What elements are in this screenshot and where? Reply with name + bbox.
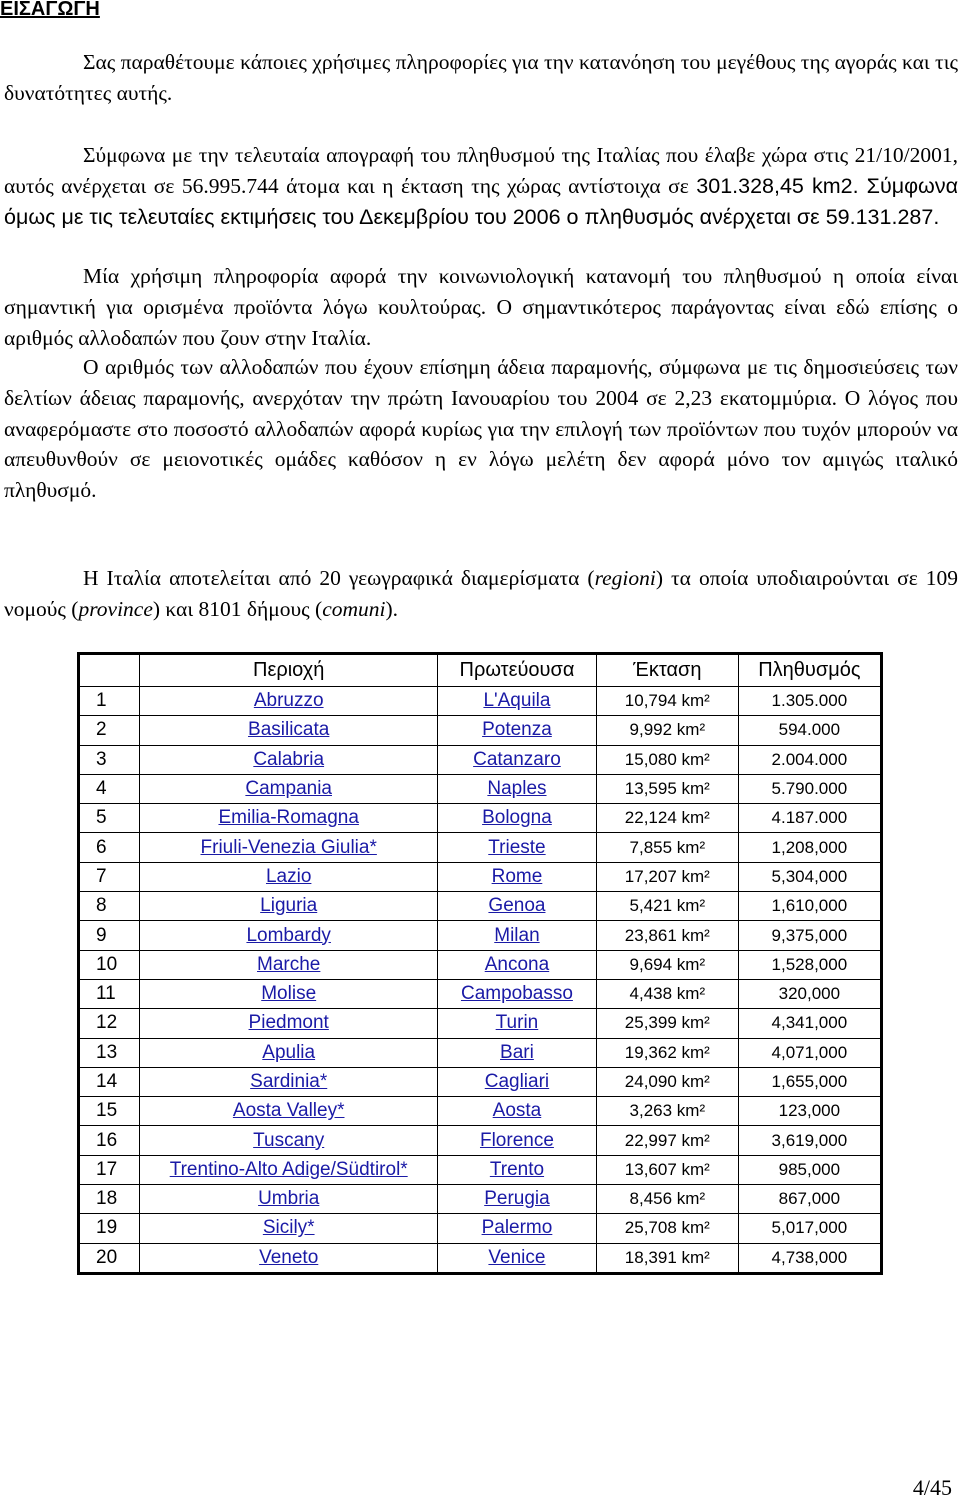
capital-cell [438,1243,597,1273]
num-cell: 1 [79,687,140,716]
pop-cell: 1,655,000 [738,1067,881,1096]
table-row [79,862,882,891]
capital-link[interactable]: Campobasso [460,983,573,1005]
pop-cell: 320,000 [738,979,881,1008]
capital-link[interactable]: Bologna [482,807,552,829]
regions-text-d: ). [385,596,399,621]
capital-cell [438,1097,597,1126]
region-link[interactable]: Veneto [259,1246,319,1268]
num-cell: 17 [79,1155,140,1184]
pop-cell: 4,071,000 [738,1038,881,1067]
census-text: Σύμφωνα με την τελευταία απογραφή του πληθυσμού της Ιταλίας που έλαβε χώρα στις 21/10/2001, αυτός ανέρχεται σε 56.995.744 άτομα και η έκταση της χώρας αντίστοιχα σε [4,143,958,198]
pop-cell: 4,738,000 [738,1243,881,1273]
area-cell: 17,207 km² [596,862,738,891]
region-link[interactable]: Molise [261,983,317,1005]
capital-link[interactable]: Trento [489,1158,545,1180]
regioni-term: regioni [594,566,656,590]
region-cell [140,745,438,774]
capital-link[interactable]: Florence [479,1129,554,1151]
regions-table [77,652,883,1275]
region-cell [140,921,438,950]
region-cell [140,833,438,862]
region-link[interactable]: Tuscany [253,1129,325,1151]
region-link[interactable]: Lazio [265,865,312,887]
num-cell: 11 [79,979,140,1008]
area-cell: 8,456 km² [596,1185,738,1214]
area-cell: 19,362 km² [596,1038,738,1067]
capital-link[interactable]: Catanzaro [473,748,561,770]
area-cell: 9,694 km² [596,950,738,979]
area-cell: 25,708 km² [596,1214,738,1243]
table-row [79,1097,882,1126]
area-value: 301.328,45 km2 [696,173,853,198]
table-row [79,1243,882,1273]
table-row [79,804,882,833]
num-cell: 9 [79,921,140,950]
pop-cell: 985,000 [738,1155,881,1184]
area-cell: 5,421 km² [596,892,738,921]
table-row [79,1126,882,1155]
num-cell: 2 [79,716,140,745]
area-cell: 3,263 km² [596,1097,738,1126]
region-cell [140,892,438,921]
region-link[interactable]: Abruzzo [253,690,324,712]
area-cell: 24,090 km² [596,1067,738,1096]
capital-cell [438,979,597,1008]
capital-cell [438,892,597,921]
pop-cell: 2.004.000 [738,745,881,774]
capital-link[interactable]: Venice [488,1246,546,1268]
region-link[interactable]: Umbria [258,1188,320,1210]
region-cell [140,1038,438,1067]
area-cell: 15,080 km² [596,745,738,774]
regions-text-a: Η Ιταλία αποτελείται από 20 γεωγραφικά διαμερίσματα ( [83,566,595,590]
header-capital: Πρωτεύουσα [438,654,597,687]
area-cell: 25,399 km² [596,1009,738,1038]
table-row [79,687,882,716]
region-link[interactable]: Sardinia* [250,1071,328,1092]
pop-cell: 4,341,000 [738,1009,881,1038]
table-header-row [79,654,882,687]
capital-cell [438,1126,597,1155]
area-cell: 13,607 km² [596,1155,738,1184]
table-body [79,687,882,1274]
table-row [79,1185,882,1214]
area-cell: 13,595 km² [596,774,738,803]
regions-paragraph [4,563,958,625]
pop-cell: 1.305.000 [738,687,881,716]
capital-link[interactable]: Milan [494,924,540,946]
sociology-paragraph: Μία χρήσιμη πληροφορία αφορά την κοινωνιολογική κατανομή του πληθυσμού η οποία είναι σημαντική για ορισμένα προϊόντα λόγω κουλτούρας. Ο σημαντικότερος παράγοντας είναι εδώ επίσης ο αριθμός αλλοδαπών που ζουν στην Ιταλία. [4,264,958,350]
region-cell [140,862,438,891]
region-link[interactable]: Apulia [262,1041,316,1063]
pop-cell: 9,375,000 [738,921,881,950]
table-row [79,833,882,862]
capital-link[interactable]: Naples [487,778,547,800]
num-cell: 7 [79,862,140,891]
capital-link[interactable]: Genoa [488,895,546,917]
pop-cell: 867,000 [738,1185,881,1214]
num-cell: 13 [79,1038,140,1067]
num-cell: 19 [79,1214,140,1243]
num-cell: 5 [79,804,140,833]
header-region: Περιοχή [140,654,438,687]
pop-cell: 594.000 [738,716,881,745]
num-cell: 10 [79,950,140,979]
table-row [79,1214,882,1243]
capital-cell [438,745,597,774]
capital-cell [438,921,597,950]
region-cell [140,687,438,716]
region-link[interactable]: Basilicata [248,719,330,741]
region-cell [140,1243,438,1273]
region-link[interactable]: Trentino-Alto Adige/Südtirol* [169,1158,408,1180]
table-row [79,921,882,950]
num-cell: 4 [79,774,140,803]
province-term: province [78,596,153,621]
num-cell: 3 [79,745,140,774]
capital-cell [438,1155,597,1184]
table-row [79,979,882,1008]
capital-link[interactable]: Cagliari [484,1071,550,1092]
table-row [79,716,882,745]
pop-cell: 1,528,000 [738,950,881,979]
region-cell [140,1214,438,1243]
num-cell: 12 [79,1009,140,1038]
pop-cell: 3,619,000 [738,1126,881,1155]
area-cell: 22,124 km² [596,804,738,833]
region-link[interactable]: Calabria [253,748,325,770]
table-row [79,1038,882,1067]
pop-cell: 4.187.000 [738,804,881,833]
pop-cell: 5.790.000 [738,774,881,803]
capital-link[interactable]: Ancona [484,953,550,975]
header-population: Πληθυσμός [738,654,881,687]
num-cell: 8 [79,892,140,921]
capital-cell [438,774,597,803]
region-link[interactable]: Friuli-Venezia Giulia* [200,836,377,858]
regions-text-c: ) και 8101 δήμους ( [152,596,323,621]
capital-cell [438,804,597,833]
capital-link[interactable]: Perugia [484,1188,550,1210]
capital-cell [438,862,597,891]
region-link[interactable]: Aosta Valley* [232,1100,345,1122]
area-cell: 9,992 km² [596,716,738,745]
table-row [79,745,882,774]
area-cell: 18,391 km² [596,1243,738,1273]
region-cell [140,950,438,979]
table-row [79,892,882,921]
area-cell: 23,861 km² [596,921,738,950]
capital-link[interactable]: Potenza [482,719,552,741]
region-cell [140,716,438,745]
num-cell: 15 [79,1097,140,1126]
page-number: 4/45 [912,1475,952,1500]
region-cell [140,1155,438,1184]
region-link[interactable]: Piedmont [248,1012,329,1034]
table-row [79,1067,882,1096]
region-cell [140,774,438,803]
area-cell: 22,997 km² [596,1126,738,1155]
num-cell: 18 [79,1185,140,1214]
pop-cell: 5,304,000 [738,862,881,891]
capital-cell [438,833,597,862]
region-link[interactable]: Lombardy [246,924,331,946]
num-cell: 16 [79,1126,140,1155]
table-row [79,1155,882,1184]
region-cell [140,1126,438,1155]
area-cell: 10,794 km² [596,687,738,716]
region-cell [140,804,438,833]
table-row [79,950,882,979]
region-link[interactable]: Liguria [260,895,318,917]
num-cell: 14 [79,1067,140,1096]
capital-link[interactable]: Aosta [492,1100,542,1122]
pop-cell: 1,610,000 [738,892,881,921]
capital-cell [438,1185,597,1214]
capital-link[interactable]: Trieste [488,836,546,858]
table-row [79,1009,882,1038]
capital-cell [438,1214,597,1243]
capital-cell [438,950,597,979]
region-cell [140,979,438,1008]
region-cell [140,1185,438,1214]
capital-cell [438,1067,597,1096]
region-link[interactable]: Sicily* [262,1217,315,1239]
capital-link[interactable]: Palermo [481,1217,553,1239]
capital-link[interactable]: L'Aquila [483,690,551,712]
capital-cell [438,716,597,745]
regions-text-b: ) τα οποία υποδιαιρούνται σε 109 νομούς ( [4,566,958,621]
census-paragraph [4,140,958,232]
region-link[interactable]: Marche [257,953,321,975]
capital-link[interactable]: Bari [500,1041,534,1063]
capital-link[interactable]: Turin [495,1012,539,1034]
foreigners-paragraph: Ο αριθμός των αλλοδαπών που έχουν επίσημη άδεια παραμονής, σύμφωνα με τις δημοσιεύσεις των δελτίων άδειας παραμονής, ανερχόταν την πρώτη Ιανουαρίου του 2004 σε 2,23 εκατομμύρια. Ο λόγος που αναφερόμαστε στο ποσοστό αλλοδαπών αφορά κυρίως για την επιλογή των προϊόντων που τυχόν μπορούν να απευθυνθούν σε μειονοτικές ομάδες καθόσον η εν λόγω μελέτη δεν αφορά μόνο τον αμιγώς ιταλικό πληθυσμό. [4,355,958,503]
region-link[interactable]: Emilia-Romagna [218,807,359,829]
section-heading: ΕΙΣΑΓΩΓΗ [0,0,100,20]
num-cell: 20 [79,1243,140,1273]
pop-cell: 1,208,000 [738,833,881,862]
capital-link[interactable]: Rome [491,865,543,887]
region-link[interactable]: Campania [245,778,332,800]
header-number [79,654,140,687]
pop-cell: 123,000 [738,1097,881,1126]
num-cell: 6 [79,833,140,862]
capital-cell [438,1038,597,1067]
region-cell [140,1067,438,1096]
region-cell [140,1097,438,1126]
capital-cell [438,1009,597,1038]
capital-cell [438,687,597,716]
table-row [79,774,882,803]
area-cell: 4,438 km² [596,979,738,1008]
comuni-term: comuni [322,596,386,621]
intro-paragraph: Σας παραθέτουμε κάποιες χρήσιμες πληροφορίες για την κατανόηση του μεγέθους της αγοράς και τις δυνατότητες αυτής. [4,50,958,105]
pop-cell: 5,017,000 [738,1214,881,1243]
area-cell: 7,855 km² [596,833,738,862]
header-area: Έκταση [596,654,738,687]
estimate-text: . Σύμφωνα όμως με τις τελευταίες εκτιμήσεις του Δεκεμβρίου του 2006 ο πληθυσμός ανέρχεται σε 59.131.287. [4,173,958,229]
region-cell [140,1009,438,1038]
